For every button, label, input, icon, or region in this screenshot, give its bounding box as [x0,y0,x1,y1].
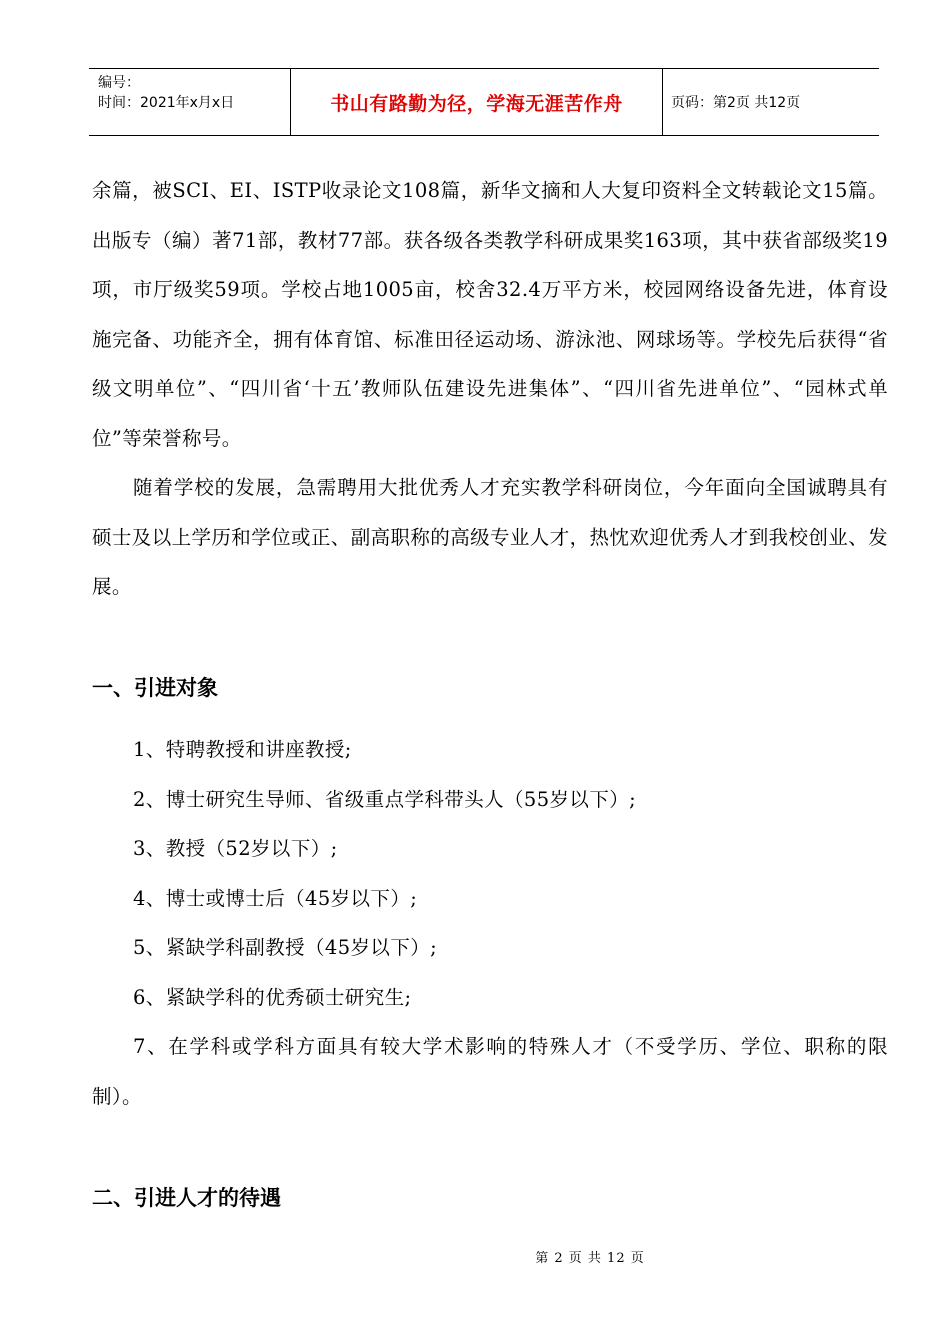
list-item: 4、博士或博士后（45岁以下）; [133,886,418,910]
list-item: 2、博士研究生导师、省级重点学科带头人（55岁以下）; [133,787,637,811]
header-page-info: 页码：第2页 共12页 [671,95,801,111]
intro-paragraph: 余篇，被SCI、EI、ISTP收录论文108篇，新华文摘和人大复印资料全文转载论文15篇。出版专（编）著71部，教材77部。获各级各类教学科研成果奖163项，其中获省部级奖19项，市厅级奖59项。学校占地1005亩，校舍32.4万平方米，校园网络设备先进，体育设施完备、功能齐全，拥有体育馆、标准田径运动场、游泳池、网球场等。学校先后获得“省级文明单位”、“四川省‘十五’教师队伍建设先进集体”、“四川省先进单位”、“园林式单位”等荣誉称号。 [92,179,888,450]
list-item: 3、教授（52岁以下）; [133,837,338,860]
header-page-cell [663,69,879,135]
list-item: 5、紧缺学科副教授（45岁以下）; [133,936,438,959]
section-title-benefits: 二、引进人才的待遇 [92,1186,281,1210]
header-motto-cell [291,69,663,135]
header-motto: 书山有路勤为径，学海无涯苦作舟 [330,92,623,115]
list-item: 1、特聘教授和讲座教授; [133,738,352,761]
document-header [89,68,879,136]
list-item: 6、紧缺学科的优秀硕士研究生; [133,985,412,1009]
section-title-recruit-targets: 一、引进对象 [92,676,218,700]
document-time-label: 时间：2021年x月x日 [98,95,235,111]
body-text [92,166,888,612]
page-footer: 第 2 页 共 12 页 [535,1251,645,1266]
document-number-label: 编号： [98,75,140,91]
list-item: 7、在学科或学科方面具有较大学术影响的特殊人才（不受学历、学位、职称的限制）。 [92,1035,888,1108]
header-meta-cell [89,69,291,135]
recruit-paragraph: 随着学校的发展，急需聘用大批优秀人才充实教学科研岗位，今年面向全国诚聘具有硕士及以上学历和学位或正、副高职称的高级专业人才，热忱欢迎优秀人才到我校创业、发展。 [92,476,889,598]
recruit-targets-list [92,725,888,1121]
